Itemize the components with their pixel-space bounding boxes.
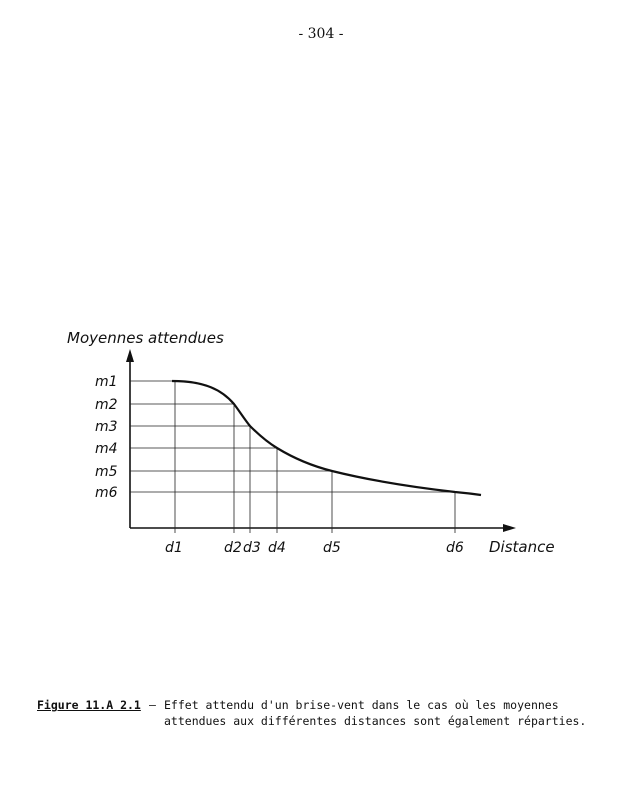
x-label-d2: d2 [224, 540, 242, 556]
page-number: - 304 - [298, 26, 344, 42]
x-axis-arrow [503, 524, 516, 532]
x-label-d5: d5 [323, 540, 341, 556]
y-label-m2: m2 [95, 397, 118, 413]
y-axis-arrow [126, 349, 134, 362]
y-axis-title: Moyennes attendues [67, 329, 224, 347]
caption-dash: – [149, 698, 156, 712]
y-label-m3: m3 [95, 419, 118, 435]
x-label-d4: d4 [268, 540, 286, 556]
caption-text [164, 697, 624, 729]
x-axis-title: Distance [489, 538, 555, 556]
y-label-m1: m1 [95, 374, 118, 390]
expected-mean-curve [172, 381, 481, 495]
x-label-d6: d6 [446, 540, 464, 556]
caption-line-1: Effet attendu d'un brise-vent dans le cas où les moyennes [164, 698, 559, 712]
y-label-m5: m5 [95, 464, 118, 480]
caption-label: Figure 11.A 2.1 [37, 698, 141, 712]
x-label-d1: d1 [165, 540, 183, 556]
y-label-m4: m4 [95, 441, 118, 457]
y-label-m6: m6 [95, 485, 118, 501]
x-label-d3: d3 [243, 540, 261, 556]
caption-line-2: attendues aux différentes distances sont également réparties. [164, 714, 587, 728]
